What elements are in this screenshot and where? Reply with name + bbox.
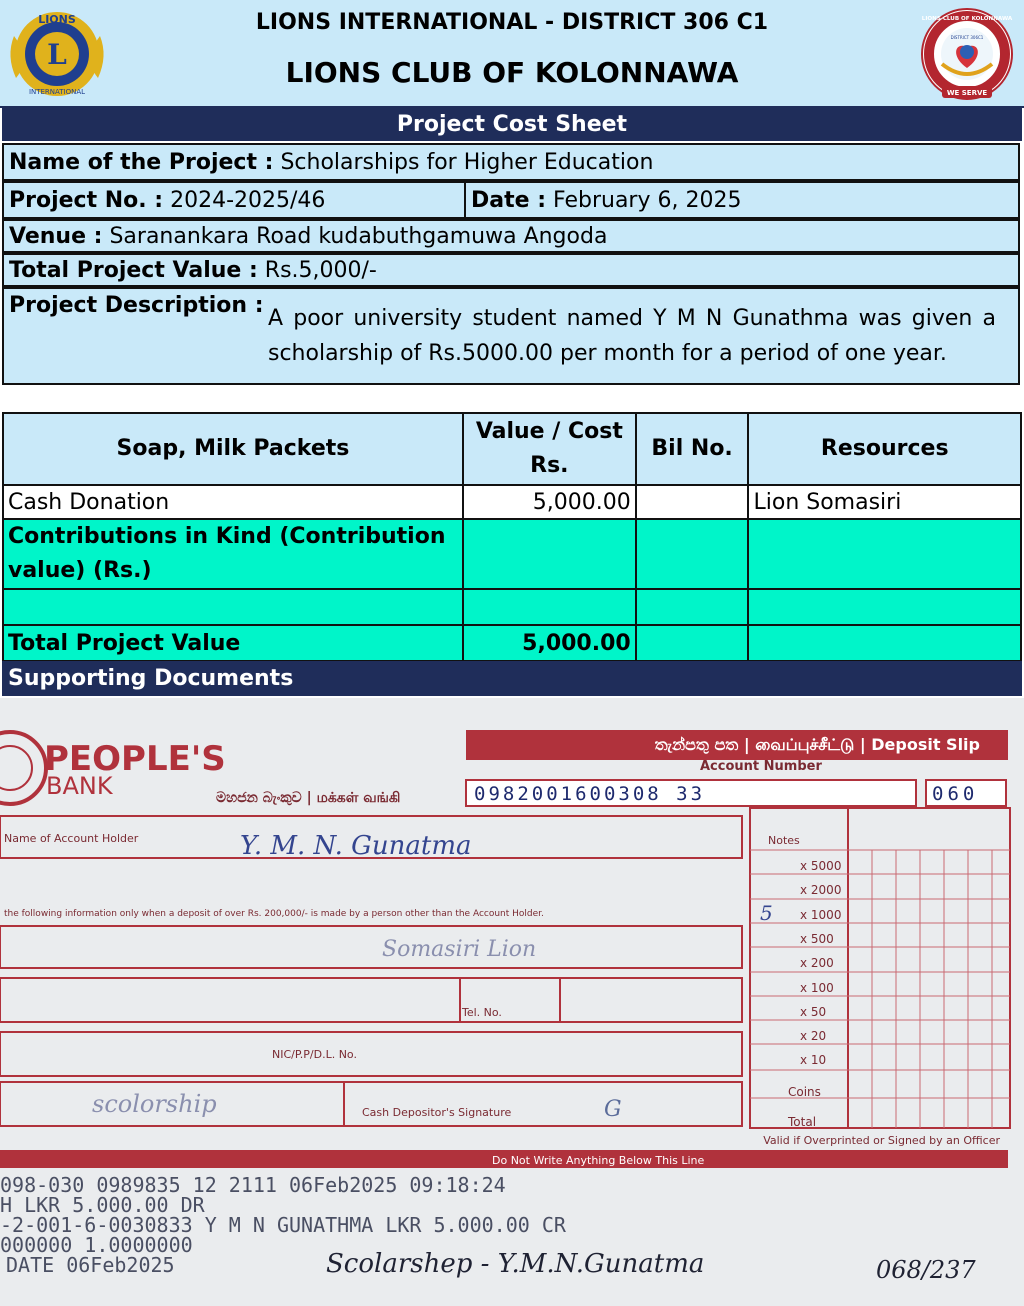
sheet-title: Project Cost Sheet	[2, 108, 1022, 141]
svg-text:000000 1.0000000: 000000 1.0000000	[0, 1233, 193, 1257]
svg-text:x 10: x 10	[800, 1053, 827, 1067]
total-value-row	[2, 253, 1020, 287]
svg-text:DISTRICT 306C1: DISTRICT 306C1	[950, 35, 984, 40]
deposit-slip-photo	[0, 698, 1024, 1306]
column-header: Soap, Milk Packets	[3, 413, 463, 485]
svg-text:Valid if Overprinted or Signed: Valid if Overprinted or Signed by an Officer	[763, 1134, 1000, 1147]
date-label: Date :	[471, 187, 547, 213]
project-name-row	[2, 143, 1020, 181]
svg-text:INTERNATIONAL: INTERNATIONAL	[28, 88, 86, 96]
bill-cell	[636, 589, 749, 625]
total-value-cell: 5,000.00	[463, 625, 636, 661]
svg-text:Tel. No.: Tel. No.	[462, 1006, 502, 1019]
svg-text:BANK: BANK	[46, 772, 113, 800]
svg-text:x 5000: x 5000	[800, 859, 842, 873]
svg-text:මහජන බැංකුව | மக்கள் வங்கி: මහජන බැංකුව | மக்கள் வங்கி	[216, 790, 401, 806]
club-name: LIONS CLUB OF KOLONNAWA	[285, 56, 739, 89]
svg-text:LIONS: LIONS	[38, 13, 76, 26]
svg-text:NIC/P.P/D.L. No.: NIC/P.P/D.L. No.	[272, 1048, 357, 1061]
description-text: A poor university student named Y M N Gunathma was given a scholarship of Rs.5000.00 per month for a period of one year.	[268, 306, 996, 366]
project-name-value: Scholarships for Higher Education	[280, 149, 654, 175]
resource-cell	[748, 589, 1021, 625]
project-no-row	[2, 181, 1020, 219]
svg-text:Name of Account Holder: Name of Account Holder	[4, 832, 139, 845]
svg-text:x 100: x 100	[800, 981, 834, 995]
svg-text:scolorship: scolorship	[92, 1090, 217, 1118]
venue-value: Saranankara Road kudabuthgamuwa Angoda	[109, 223, 608, 249]
svg-text:Cash Depositor's Signature: Cash Depositor's Signature	[362, 1106, 512, 1119]
total-value-label: Total Project Value :	[9, 257, 258, 283]
resource-cell: Lion Somasiri	[748, 485, 1021, 519]
svg-text:x 50: x 50	[800, 1005, 827, 1019]
column-header: Resources	[748, 413, 1021, 485]
project-no-value: 2024-2025/46	[170, 187, 326, 213]
svg-text:Scolarshep - Y.M.N.Gunatma: Scolarshep - Y.M.N.Gunatma	[326, 1249, 705, 1279]
svg-text:060: 060	[932, 783, 979, 805]
svg-text:LIONS CLUB OF KOLONNAWA: LIONS CLUB OF KOLONNAWA	[921, 16, 1013, 22]
project-no-label: Project No. :	[9, 187, 164, 213]
bill-cell	[636, 625, 749, 661]
club-kolonnawa-logo	[914, 6, 1020, 102]
svg-text:x 500: x 500	[800, 932, 834, 946]
svg-text:Somasiri Lion: Somasiri Lion	[382, 937, 537, 962]
value-cell	[463, 519, 636, 589]
cost-table	[2, 412, 1022, 662]
svg-text:x 200: x 200	[800, 956, 834, 970]
supporting-documents-title: Supporting Documents	[2, 661, 1022, 696]
resource-cell	[748, 625, 1021, 661]
svg-text:PEOPLE'S: PEOPLE'S	[44, 739, 226, 779]
table-row	[3, 519, 1021, 589]
venue-row	[2, 219, 1020, 253]
value-cell	[463, 589, 636, 625]
resource-cell	[748, 519, 1021, 589]
svg-text:5: 5	[760, 901, 773, 925]
svg-text:the following information only: the following information only when a deposit of over Rs. 200,000/- is made by a person other than the Account Holder.	[4, 909, 544, 919]
description-label: Project Description :	[9, 293, 264, 318]
total-row	[3, 625, 1021, 661]
value-cell: 5,000.00	[463, 485, 636, 519]
venue-label: Venue :	[9, 223, 103, 249]
description-row	[2, 287, 1020, 385]
svg-text:Y. M. N. Gunatma: Y. M. N. Gunatma	[240, 831, 472, 861]
svg-text:තැන්පතු පත | வைப்புச்சீட்டு |: තැන්පතු පත | வைப்புச்சீட்டு | Deposit Slip	[654, 735, 980, 754]
item-cell: Contributions in Kind (Contribution value) (Rs.)	[3, 519, 463, 589]
table-row	[3, 589, 1021, 625]
svg-text:WE SERVE: WE SERVE	[946, 89, 988, 97]
svg-text:x 2000: x 2000	[800, 883, 842, 897]
svg-text:Account Number: Account Number	[700, 759, 822, 774]
column-header: Bil No.	[636, 413, 749, 485]
item-cell	[3, 589, 463, 625]
total-value-amount: Rs.5,000/-	[264, 257, 377, 283]
cost-table-header	[3, 413, 1021, 485]
svg-text:098-030 0989835 12 2111 06Feb2: 098-030 0989835 12 2111 06Feb2025 09:18:24	[0, 1173, 506, 1197]
svg-text:L: L	[47, 38, 67, 71]
letterhead	[0, 0, 1024, 108]
item-cell: Cash Donation	[3, 485, 463, 519]
svg-text:Do Not Write Anything Below Th: Do Not Write Anything Below This Line	[492, 1154, 705, 1167]
bill-cell	[636, 485, 749, 519]
svg-text:H LKR 5.000.00 DR: H LKR 5.000.00 DR	[0, 1193, 205, 1217]
column-header: Value / Cost Rs.	[463, 413, 636, 485]
svg-text:0982001600308 33: 0982001600308 33	[474, 783, 706, 805]
svg-text:Coins: Coins	[788, 1085, 821, 1099]
svg-text:068/237: 068/237	[876, 1256, 976, 1284]
svg-text:-2-001-6-0030833 Y M N GUNATHM: -2-001-6-0030833 Y M N GUNATHMA LKR 5.000.00 CR	[0, 1213, 566, 1237]
bill-cell	[636, 519, 749, 589]
svg-text:Total: Total	[788, 1115, 817, 1129]
svg-text:DATE 06Feb2025: DATE 06Feb2025	[6, 1253, 175, 1277]
svg-text:G: G	[604, 1097, 622, 1122]
district-line: LIONS INTERNATIONAL - DISTRICT 306 C1	[255, 10, 769, 35]
svg-text:x 20: x 20	[800, 1029, 827, 1043]
total-label-cell: Total Project Value	[3, 625, 463, 661]
date-value: February 6, 2025	[553, 187, 742, 213]
svg-text:x 1000: x 1000	[800, 908, 842, 922]
table-row	[3, 485, 1021, 519]
svg-text:Notes: Notes	[768, 834, 800, 847]
project-name-label: Name of the Project :	[9, 149, 274, 175]
